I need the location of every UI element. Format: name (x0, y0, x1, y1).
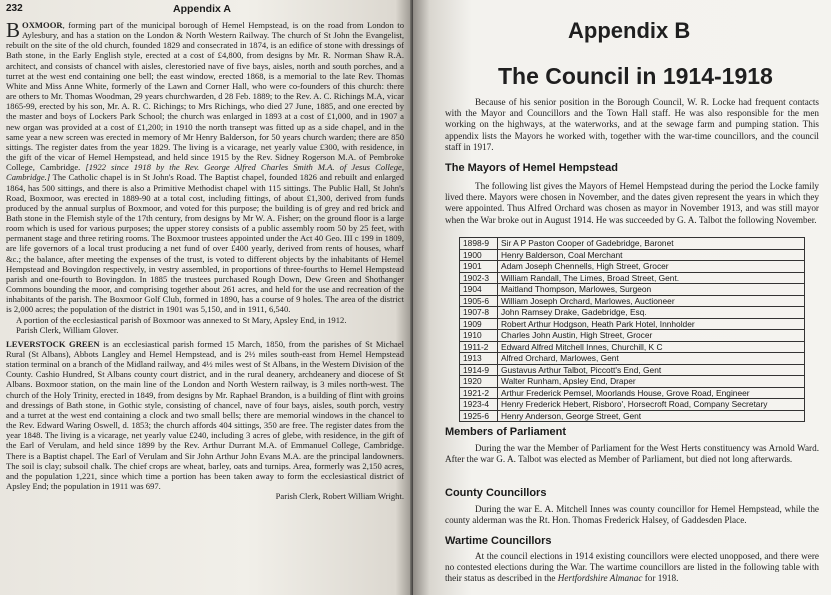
mayor-year: 1920 (460, 376, 498, 388)
mayor-name: Adam Joseph Chennells, High Street, Grocer (498, 261, 805, 273)
wartime-councillors-paragraph (445, 551, 819, 585)
mayor-name: Henry Frederick Hebert, Risboro', Horsecroft Road, Company Secretary (498, 399, 805, 411)
leverstock-entry (6, 339, 404, 491)
mayor-name: William Joseph Orchard, Marlowes, Auctioneer (498, 295, 805, 307)
drop-cap: B (6, 18, 21, 42)
wartime-text-end: for 1918. (642, 573, 679, 584)
mayor-name: William Randall, The Limes, Broad Street, Gent. (498, 272, 805, 284)
left-page (0, 0, 412, 595)
mayor-year: 1911-2 (460, 341, 498, 353)
table-row (460, 353, 805, 365)
mayors-intro-text: The following list gives the Mayors of Hemel Hempstead during the period the Locke family lived there. Mayors were chosen in November, and the dates given represent the years in which they were appointed. Thus Alfred Orchard was chosen as mayor in November 1913, and was still mayor when the War broke out in August 1914. He was succeeded by G. A. Talbot the following November. (445, 181, 819, 225)
table-row (460, 261, 805, 273)
mayors-table (459, 237, 805, 422)
mayor-year: 1914-9 (460, 364, 498, 376)
mayor-name: Alfred Orchard, Marlowes, Gent (498, 353, 805, 365)
mayor-year: 1910 (460, 330, 498, 342)
boxmoor-name: OXMOOR (22, 20, 63, 30)
table-row (460, 376, 805, 388)
table-row (460, 364, 805, 376)
boxmoor-body: , forming part of the municipal borough of Hemel Hempstead, is on the road from London to Aylesbury, and has a station on the London & North Western Railway. The church of St John the Evangelist, rebuilt on the site of the old church, founded 1829 and consecrated in 1874, is an edifice of stone with dressings of Bath stone, in the Early English style, erected at a cost of £4,800, from designs by Mr. R. Norman Shaw R.A. architect, and consists of chancel with aisles, clerestoried nave of five bays, aisles, north and south porches, and a turret at the west end containing one bell; the east window, erected 1868, is a memorial to the late Rev. Thomas White and Miss Anne White, formerly of the Lawn and Corner Hall, who were co-founders of this church: there are others to Mr. Thomas Woodman, 29 years churchwarden, d 28 Feb. 1889; to the Rev. A. C. Richings M.A, vicar 1865-99, erected by his son, Mr. A. R. C. Richings; to Mrs Richings, who died 27 June, 1885, and one erected by the master and boys of Lockers Park School; the church was enlarged in 1893 at a cost of £1,000, and in 1907 a new organ was provided at a cost of £1,200; in 1910 the north transept was fitted up as a side chapel, and in the same year a new screen was erected in memory of Mr Henry Balderson, for 50 years church warden; there are 850 sittings. The register dates from the year 1829. The living is a vicarage, net yearly value £300, with residence, in the gift of the vicar of Hemel Hempstead, and held since 1915 by the Rev. Sidney Rogerson M.A. of Pembroke College, Cambridge. (6, 20, 404, 173)
page-number: 232 (6, 3, 23, 14)
mayor-name: Henry Anderson, George Street, Gent (498, 410, 805, 422)
county-councillors-heading: County Councillors (445, 487, 547, 499)
wartime-councillors-heading: Wartime Councillors (445, 535, 552, 547)
mayor-year: 1925-6 (460, 410, 498, 422)
mayor-name: Maitland Thompson, Marlowes, Surgeon (498, 284, 805, 296)
mp-heading: Members of Parliament (445, 426, 567, 438)
mp-paragraph (445, 443, 819, 465)
mayor-year: 1921-2 (460, 387, 498, 399)
table-row (460, 272, 805, 284)
mayor-year: 1898-9 (460, 238, 498, 250)
running-head: Appendix A (173, 3, 231, 15)
mayor-name: Walter Runham, Apsley End, Draper (498, 376, 805, 388)
table-row (460, 238, 805, 250)
table-row (460, 307, 805, 319)
appendix-heading: Appendix B (568, 18, 691, 43)
boxmoor-italic-note: [1922 since 1918 by the Rev. George Alfred Charles Smith M.A. of Jesus College, Cambridge.] (6, 162, 404, 183)
county-councillors-paragraph (445, 504, 819, 526)
right-page (413, 0, 831, 595)
mayor-year: 1923-4 (460, 399, 498, 411)
wartime-councillors-text (445, 551, 819, 585)
table-row (460, 399, 805, 411)
table-row (460, 295, 805, 307)
left-body-text (6, 20, 404, 501)
mayor-name: John Ramsey Drake, Gadebridge, Esq. (498, 307, 805, 319)
mayor-name: Edward Alfred Mitchell Innes, Churchill, K C (498, 341, 805, 353)
boxmoor-clerk: Parish Clerk, William Glover. (16, 324, 119, 335)
mayors-heading: The Mayors of Hemel Hempstead (445, 162, 618, 174)
table-row (460, 341, 805, 353)
mayor-name: Robert Arthur Hodgson, Heath Park Hotel, Innholder (498, 318, 805, 330)
mayor-year: 1907-8 (460, 307, 498, 319)
mayor-year: 1900 (460, 249, 498, 261)
table-row (460, 318, 805, 330)
intro-paragraph (445, 97, 819, 153)
county-councillors-text: During the war E. A. Mitchell Innes was county councillor for Hemel Hempstead, while the county alderman was the Rt. Hon. Thomas Frederick Halsey, of Gaddesden Place. (445, 504, 819, 526)
boxmoor-entry (6, 20, 404, 315)
boxmoor-portion: A portion of the ecclesiastical parish of Boxmoor was annexed to St Mary, Apsley End, in 1912. (16, 314, 347, 325)
table-row (460, 249, 805, 261)
mayor-year: 1913 (460, 353, 498, 365)
table-row (460, 410, 805, 422)
almanac-title: Hertfordshire Almanac (557, 573, 643, 584)
leverstock-body: is an ecclesiastical parish formed 15 March, 1850, from the parishes of St Michael Rural (St Albans), Abbots Langley and Hemel Hempstead, and is 2½ miles south-east from Hemel Hempstead station terminal on a branch of the Midland railway, and 4½ miles west of St Albans, in the Western Division of the County. Cashio Hundred, St Albans county court district, and in the rural deanery, archdeanery and diocese of St Albans. Boxmoor station, on the main line of the London and North Western railway, is 3 miles north-west. The church of the Holy Trinity, erected in 1849, from designs by Mr. Raphael Brandon, is a building of flint with groins and dressings of Bath stone, in Gothic style, consisting of chancel, nave of four bays, aisles, south porch, vestry and a turret at the west end containing a clock and two small bells; there are memorial windows in the chancel to the Rev. Edward Waring Oswell, d. 1853; the church affords 404 sittings, 350 are free. The register dates from the year 1848. The living is a vicarage, net yearly value £240, including 3 acres of glebe, with residence, in the gift of the Earl of Verulam, and held since 1899 by the Rev. Arthur Durrant M.A. of Emmanuel College, Cambridge. There is a Baptist chapel. The Earl of Verulam and Sir John Arthur John Evans M.A. are the principal landowners. The soil is clay; subsoil chalk. The chief crops are wheat, barley, oats and turnips. Area, formerly was 2,150 acres, and the population 1,221, since which time a portion has been taken away to form the ecclesiastical district of Apsley End; the population in 1911 was 697. (6, 338, 405, 492)
mayor-year: 1905-6 (460, 295, 498, 307)
mayor-year: 1902-3 (460, 272, 498, 284)
mayor-name: Sir A P Paston Cooper of Gadebridge, Baronet (498, 238, 805, 250)
mayor-name: Henry Balderson, Coal Merchant (498, 249, 805, 261)
mayor-year: 1909 (460, 318, 498, 330)
table-row (460, 330, 805, 342)
mp-text: During the war the Member of Parliament for the West Herts constituency was Arnold Ward. After the war G. A. Talbot was elected as Member of Parliament, but died not long afterwards. (445, 443, 819, 465)
mayor-year: 1904 (460, 284, 498, 296)
wartime-text-part: At the council elections in 1914 existing councillors were elected unopposed, and there were no contested elections during the War. The wartime councillors are listed in the following table with their status as described in the (445, 551, 819, 584)
intro-text: Because of his senior position in the Borough Council, W. R. Locke had frequent contacts with the Mayor and Councillors and the Town Hall staff. He was also responsible for the men working on the highways, at the waterworks, and at the sewage farm and pumping station. This appendix lists the Mayors he worked with, together with the war-time councillors, and the council staff in 1917. (445, 97, 819, 152)
mayor-name: Charles John Austin, High Street, Grocer (498, 330, 805, 342)
mayor-year: 1901 (460, 261, 498, 273)
table-row (460, 284, 805, 296)
leverstock-name: LEVERSTOCK GREEN (6, 338, 100, 349)
chapter-title: The Council in 1914-1918 (498, 63, 773, 89)
table-row (460, 387, 805, 399)
boxmoor-body-2: The Catholic chapel is in St John's Road. The Baptist chapel, founded 1826 and rebuilt and enlarged 1864, has 500 sittings, and there is also a Primitive Methodist chapel with 115 sittings. The Public Hall, St John's Road, Boxmoor, was erected in 1889-90 at a total cost, including fittings, of about £1,300, derived from funds produced by the annual surplus of Boxmoor, and voted for this purpose; the building is of grey and red brick and Bath stone in the Flemish style of the 17th century, from designs by Mr W. A. Fisher; on the ground floor is a large room which is used for various purposes; the upper storey consists of a public assembly room 50 by 25 feet, with permanent stage and three retiring rooms. The Boxmoor trustees appointed under the Act 40 Geo. III c 199 in 1809, are life governors of a local trust producing a net fund of over £400 yearly, derived from rents of houses, wharf &c.; the balance, after meeting the expenses of the trust, is voted to different objects by the inhabitants of Hemel Hempstead and Bovingdon respectively, in vestry assembled, in proportions of three-fourths to Hemel Hempstead parish and one-fourth to Bovingdon. In 1885 the trustees purchased Rough Down, Dew Green and Shothanger Commons bounding the moor, and comprising together about 261 acres, and held for the use and recreation of the inhabitants of the parish. The Boxmoor Golf Club, formed in 1890, has a course of 9 holes. The area of the district is 2,000 acres; the population of the district in 1901 was 5,150, and in 1911, 6,540. (6, 172, 404, 315)
mayor-name: Gustavus Arthur Talbot, Piccott's End, Gent (498, 364, 805, 376)
mayor-name: Arthur Frederick Pemsel, Moorlands House, Grove Road, Engineer (498, 387, 805, 399)
leverstock-clerk: Parish Clerk, Robert William Wright. (275, 491, 404, 502)
mayors-intro-paragraph (445, 181, 819, 226)
